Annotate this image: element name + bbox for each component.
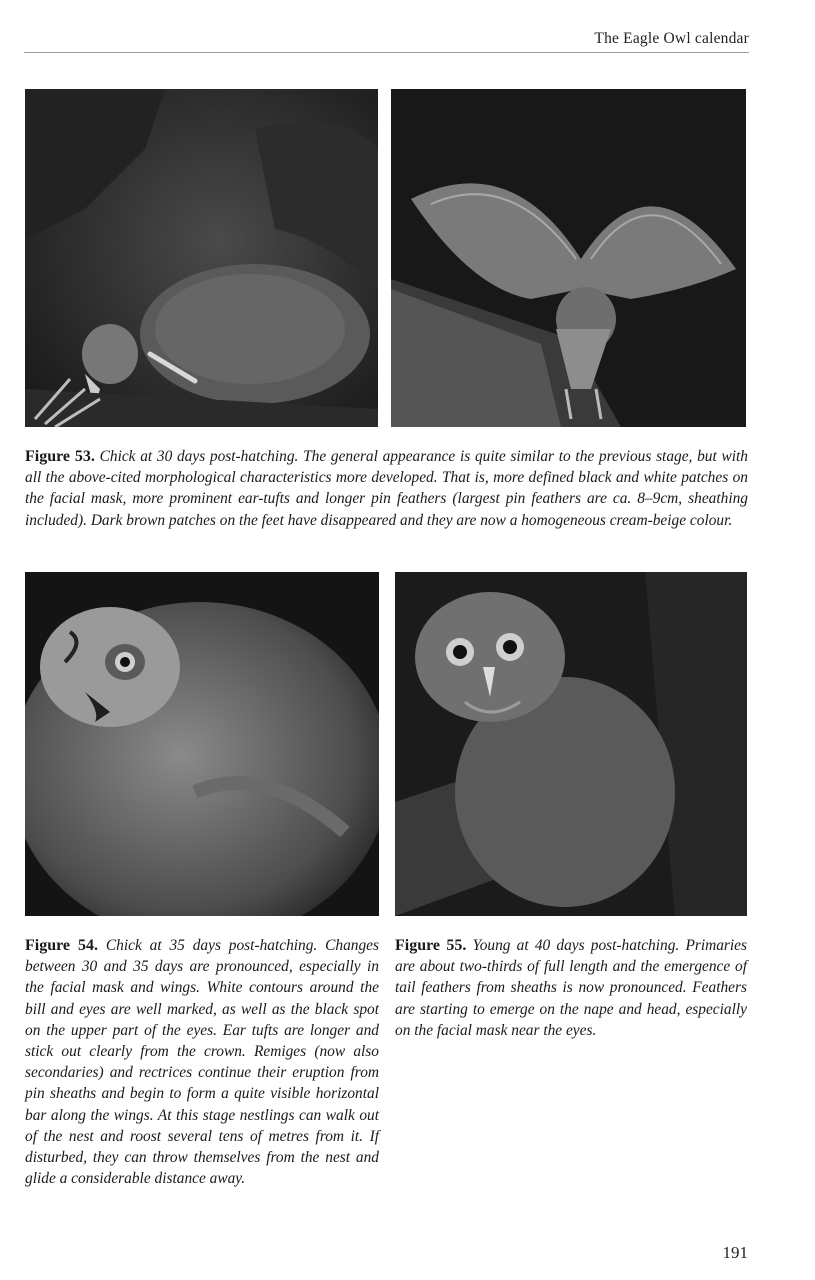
figure-55-label: Figure 55.: [395, 937, 467, 954]
figure-54-caption-text: Chick at 35 days post-hatching. Changes between 30 and 35 days are pronounced, especially in the facial mask and wings. White contours around the bill and eyes are well marked, as well as the black spot on the upper part of the eyes. Ear tufts are longer and stick out clearly from the crown. Remiges (now also secondaries) and rectrices continue their eruption from pin sheaths and begin to form a quite visible horizontal bar along the wings. At this stage nestlings can walk out of the nest and roost several tens of metres from it. If disturbed, they can throw themselves from the nest and glide a considerable distance away.: [25, 937, 379, 1188]
figure-53-label: Figure 53.: [25, 448, 95, 465]
owl-chick-wings-spread-illustration: [391, 89, 746, 427]
figure-54-label: Figure 54.: [25, 937, 99, 954]
figure-53-photo-chick-resting: [25, 89, 378, 427]
running-head: The Eagle Owl calendar: [594, 30, 749, 47]
header-rule: [24, 52, 749, 53]
figure-54-photo-chick-closeup: [25, 572, 379, 916]
young-owl-illustration: [395, 572, 747, 916]
figure-53-caption: [25, 446, 748, 531]
figure-53-caption-text: Chick at 30 days post-hatching. The general appearance is quite similar to the previous stage, but with all the above-cited morphological characteristics more developed. That is, more defined black and white patches on the facial mask, more prominent ear-tufts and longer pin feathers (largest pin feathers are ca. 8–9cm, sheathing included). Dark brown patches on the feet have disappeared and they are now a homogeneous cream-beige colour.: [25, 448, 748, 529]
figure-53-photo-chick-wings-spread: [391, 89, 746, 427]
owl-chick-resting-illustration: [25, 89, 378, 427]
figure-55-caption-text: Young at 40 days post-hatching. Primaries are about two-thirds of full length and the emergence of tail feathers from sheaths is now pronounced. Feathers are starting to emerge on the nape and head, especially on the facial mask near the eyes.: [395, 937, 748, 1039]
figure-55-photo-young-owl: [395, 572, 747, 916]
figure-54-caption: [25, 935, 379, 1189]
figure-55-caption: [395, 935, 747, 1041]
page-number: 191: [722, 1243, 748, 1262]
owl-chick-closeup-illustration: [25, 572, 379, 916]
